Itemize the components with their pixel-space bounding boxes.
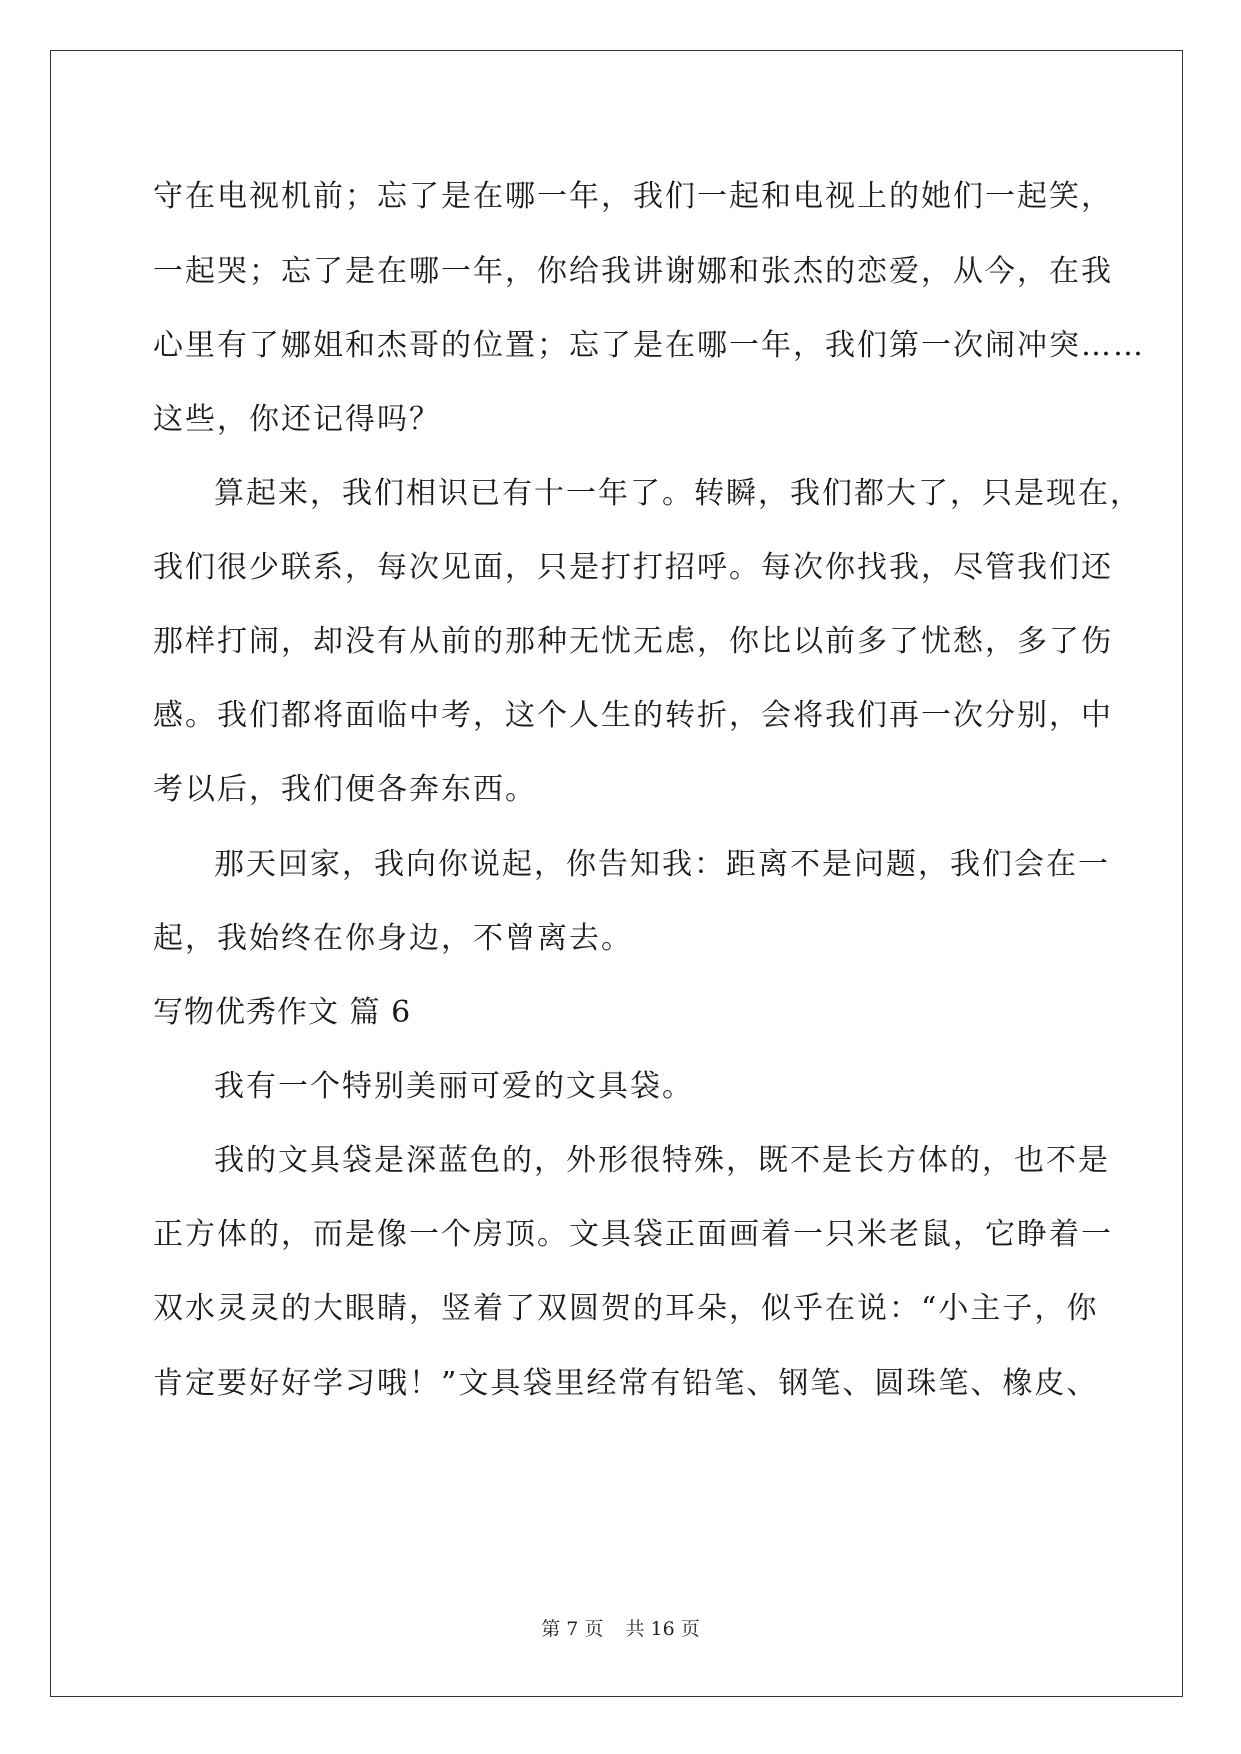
text-line: 正方体的，而是像一个房顶。文具袋正面画着一只米老鼠，它睁着一 xyxy=(153,1217,1113,1252)
paragraph-start-line: 算起来，我们相识已有十一年了。转瞬，我们都大了，只是现在， xyxy=(214,476,1142,511)
section-heading: 写物优秀作文 篇 6 xyxy=(153,995,412,1030)
text-line: 那样打闹，却没有从前的那种无忧无虑，你比以前多了忧愁，多了伤 xyxy=(153,624,1113,659)
page-total: 共 16 页 xyxy=(625,1618,700,1640)
text-line: 考以后，我们便各奔东西。 xyxy=(153,772,537,807)
text-line: 我们很少联系，每次见面，只是打打招呼。每次你找我，尽管我们还 xyxy=(153,550,1113,585)
paragraph-start-line: 我的文具袋是深蓝色的，外形很特殊，既不是长方体的，也不是 xyxy=(214,1143,1110,1178)
text-line: 双水灵灵的大眼睛，竖着了双圆贺的耳朵，似乎在说：“小主子，你 xyxy=(153,1291,1099,1326)
page-number: 第 7 页 xyxy=(541,1618,604,1640)
paragraph-start-line: 那天回家，我向你说起，你告知我：距离不是问题，我们会在一 xyxy=(214,847,1110,882)
paragraph-start-line: 我有一个特别美丽可爱的文具袋。 xyxy=(214,1069,694,1104)
text-line: 心里有了娜姐和杰哥的位置；忘了是在哪一年，我们第一次闹冲突…… xyxy=(153,328,1145,363)
text-line: 感。我们都将面临中考，这个人生的转折，会将我们再一次分别，中 xyxy=(153,698,1113,733)
page-footer xyxy=(0,1617,1241,1641)
text-line: 肯定要好好学习哦！”文具袋里经常有铅笔、钢笔、圆珠笔、橡皮、 xyxy=(153,1366,1099,1401)
text-line: 守在电视机前；忘了是在哪一年，我们一起和电视上的她们一起笑， xyxy=(153,179,1113,214)
text-line: 一起哭；忘了是在哪一年，你给我讲谢娜和张杰的恋爱，从今，在我 xyxy=(153,254,1113,289)
text-line: 这些，你还记得吗？ xyxy=(153,402,441,437)
text-line: 起，我始终在你身边，不曾离去。 xyxy=(153,921,633,956)
